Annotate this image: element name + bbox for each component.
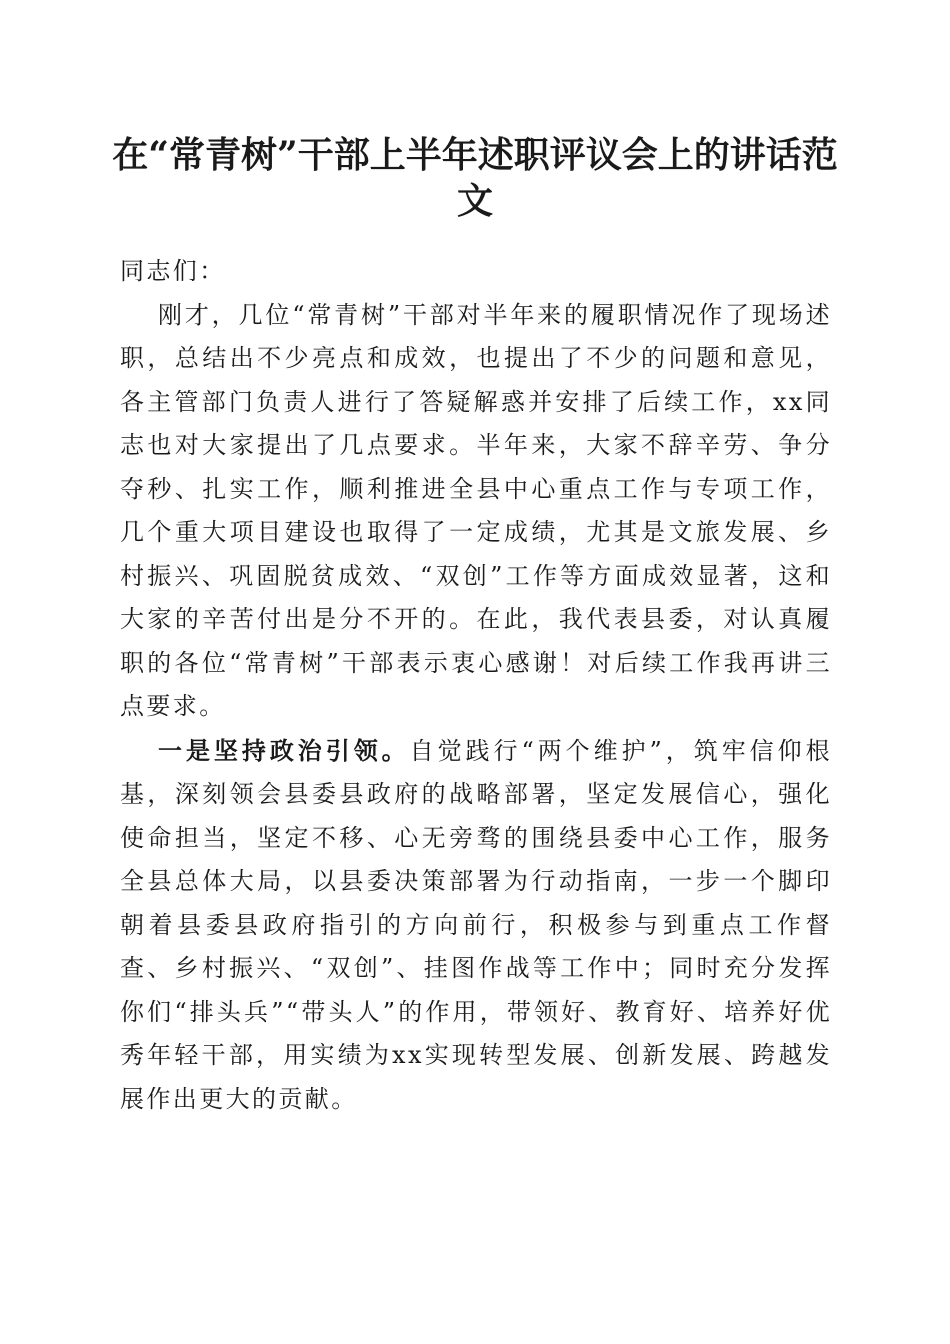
paragraph-point-one [120, 729, 832, 1122]
document-title: 在“常青树”干部上半年述职评议会上的讲话范文 [112, 134, 838, 222]
paragraph-intro: 刚才，几位“常青树”干部对半年来的履职情况作了现场述职，总结出不少亮点和成效，也提出了不少的问题和意见，各主管部门负责人进行了答疑解惑并安排了后续工作，xx同志也对大家提出了几点要求。半年来，大家不辞辛劳、争分夺秒、扎实工作，顺利推进全县中心重点工作与专项工作，几个重大项目建设也取得了一定成绩，尤其是文旅发展、乡村振兴、巩固脱贫成效、“双创”工作等方面成效显著，这和大家的辛苦付出是分不开的。在此，我代表县委，对认真履职的各位“常青树”干部表示衷心感谢！对后续工作我再讲三点要求。 [120, 300, 832, 720]
point-one-lead: 一是坚持政治引领。 [158, 735, 410, 765]
document-body [120, 250, 832, 1121]
salutation: 同志们： [120, 257, 226, 285]
point-one-body: 自觉践行“两个维护”，筑牢信仰根基，深刻领会县委县政府的战略部署，坚定发展信心，强化使命担当，坚定不移、心无旁骛的围绕县委中心工作，服务全县总体大局，以县委决策部署为行动指南，一步一个脚印朝着县委县政府指引的方向前行，积极参与到重点工作督查、乡村振兴、“双创”、挂图作战等工作中；同时充分发挥你们“排头兵”“带头人”的作用，带领好、教育好、培养好优秀年轻干部，用实绩为xx实现转型发展、创新发展、跨越发展作出更大的贡献。 [120, 736, 832, 1113]
